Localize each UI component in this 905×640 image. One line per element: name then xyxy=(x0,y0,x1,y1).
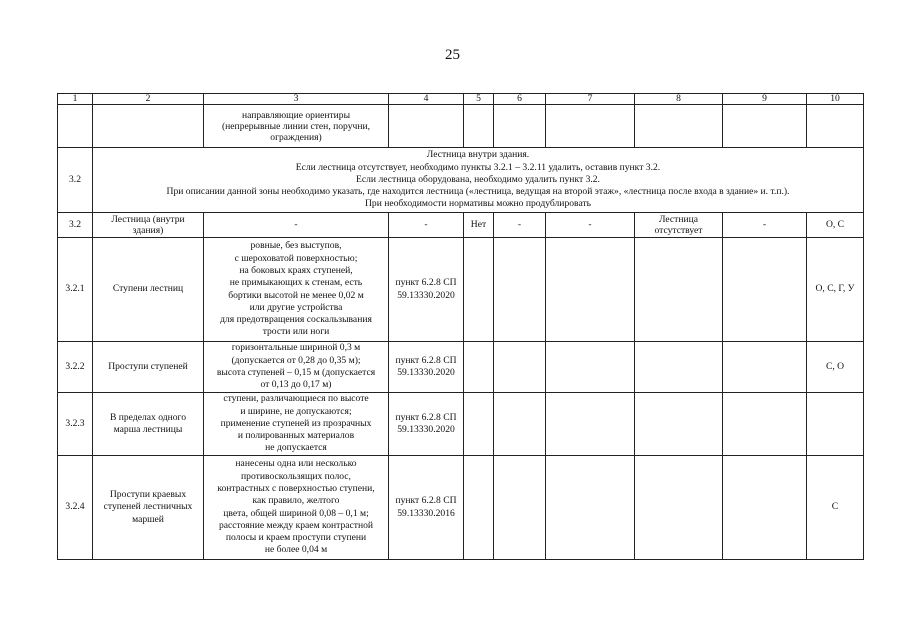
item-name: Ступени лестниц xyxy=(93,238,204,342)
zone-line: При необходимости нормативы можно продублировать xyxy=(364,198,592,210)
category-cell: О, С xyxy=(807,213,864,238)
column-header: 9 xyxy=(723,94,807,105)
column-header: 1 xyxy=(58,94,93,105)
cell xyxy=(635,456,723,560)
table-row xyxy=(58,213,864,238)
cell: - xyxy=(546,213,635,238)
cell: Лестница отсутствует xyxy=(635,213,723,238)
cell xyxy=(464,456,494,560)
cell xyxy=(635,105,723,148)
item-name: Проступи ступеней xyxy=(93,342,204,393)
table-row xyxy=(58,238,864,342)
column-header: 3 xyxy=(204,94,389,105)
category-cell: С xyxy=(807,456,864,560)
table-row xyxy=(58,105,864,148)
cell xyxy=(58,105,93,148)
table-row xyxy=(58,456,864,560)
column-header: 10 xyxy=(807,94,864,105)
item-number: 3.2.1 xyxy=(58,238,93,342)
item-name: Лестница (внутри здания) xyxy=(93,213,204,238)
column-number-row xyxy=(58,94,864,105)
cell xyxy=(546,393,635,456)
table-row xyxy=(58,342,864,393)
cell xyxy=(635,342,723,393)
cell xyxy=(494,105,546,148)
item-name: В пределах одного марша лестницы xyxy=(93,393,204,456)
table-row xyxy=(58,393,864,456)
cell xyxy=(635,393,723,456)
zone-line: Если лестница отсутствует, необходимо пункты 3.2.1 – 3.2.11 удалить, оставив пункт 3.2. xyxy=(295,161,661,173)
column-header: 6 xyxy=(494,94,546,105)
column-header: 8 xyxy=(635,94,723,105)
requirement-cell: ступени, различающиеся по высоте и ширине, не допускаются; применение ступеней из прозрачных и полированных материалов не допускается xyxy=(204,393,389,456)
zone-description xyxy=(93,148,864,213)
cell: - xyxy=(494,213,546,238)
norm-cell: пункт 6.2.8 СП 59.13330.2020 xyxy=(389,393,464,456)
cell xyxy=(546,105,635,148)
requirement-cell: ровные, без выступов, с шероховатой поверхностью; на боковых краях ступеней, не примыкающих к стенам, есть бортики высотой не менее 0,02 м или другие устройства для предотвращения соскальзывания трости или ноги xyxy=(204,238,389,342)
cell xyxy=(723,342,807,393)
cell: Нет xyxy=(464,213,494,238)
category-cell: С, О xyxy=(807,342,864,393)
cell xyxy=(635,238,723,342)
survey-table xyxy=(57,93,864,560)
category-cell: О, С, Г, У xyxy=(807,238,864,342)
cell: - xyxy=(723,213,807,238)
requirement-cell: нанесены одна или несколько противоскользящих полос, контрастных с поверхностью ступени, как правило, желтого цвета, общей шириной 0,08 – 0,1 м; расстояние между краем контрастной полосы и краем проступи ступени не более 0,04 м xyxy=(204,456,389,560)
cell xyxy=(464,342,494,393)
cell xyxy=(464,393,494,456)
category-cell xyxy=(807,393,864,456)
cell xyxy=(546,238,635,342)
cell xyxy=(807,105,864,148)
cell xyxy=(494,456,546,560)
cell xyxy=(494,393,546,456)
cell xyxy=(723,105,807,148)
item-name: Проступи краевых ступеней лестничных маршей xyxy=(93,456,204,560)
column-header: 4 xyxy=(389,94,464,105)
cell xyxy=(464,105,494,148)
cell xyxy=(723,456,807,560)
item-number: 3.2.4 xyxy=(58,456,93,560)
item-number: 3.2 xyxy=(58,213,93,238)
cell xyxy=(723,393,807,456)
cell xyxy=(494,238,546,342)
cell xyxy=(389,105,464,148)
norm-cell: пункт 6.2.8 СП 59.13330.2016 xyxy=(389,456,464,560)
cell xyxy=(93,105,204,148)
item-number: 3.2.2 xyxy=(58,342,93,393)
requirement-cell: горизонтальные шириной 0,3 м (допускается от 0,28 до 0,35 м); высота ступеней – 0,15 м (допускается от 0,13 до 0,17 м) xyxy=(204,342,389,393)
requirement-text: направляющие ориентиры (непрерывные линии стен, поручни, ограждения) xyxy=(221,109,371,143)
cell xyxy=(464,238,494,342)
cell xyxy=(723,238,807,342)
zone-number: 3.2 xyxy=(58,148,93,213)
zone-line: При описании данной зоны необходимо указать, где находится лестница («лестница, ведущая на второй этаж», «лестница после входа в здание» и. т.п.). xyxy=(166,186,790,198)
requirement-cell: - xyxy=(204,213,389,238)
norm-cell: - xyxy=(389,213,464,238)
cell xyxy=(546,342,635,393)
zone-line: Если лестница оборудована, необходимо удалить пункт 3.2. xyxy=(356,173,600,185)
cell xyxy=(494,342,546,393)
zone-row xyxy=(58,148,864,213)
column-header: 5 xyxy=(464,94,494,105)
requirement-cell xyxy=(204,105,389,148)
item-number: 3.2.3 xyxy=(58,393,93,456)
page-number: 25 xyxy=(445,47,460,63)
column-header: 7 xyxy=(546,94,635,105)
column-header: 2 xyxy=(93,94,204,105)
cell xyxy=(546,456,635,560)
zone-line: Лестница внутри здания. xyxy=(426,149,530,161)
norm-cell: пункт 6.2.8 СП 59.13330.2020 xyxy=(389,238,464,342)
norm-cell: пункт 6.2.8 СП 59.13330.2020 xyxy=(389,342,464,393)
